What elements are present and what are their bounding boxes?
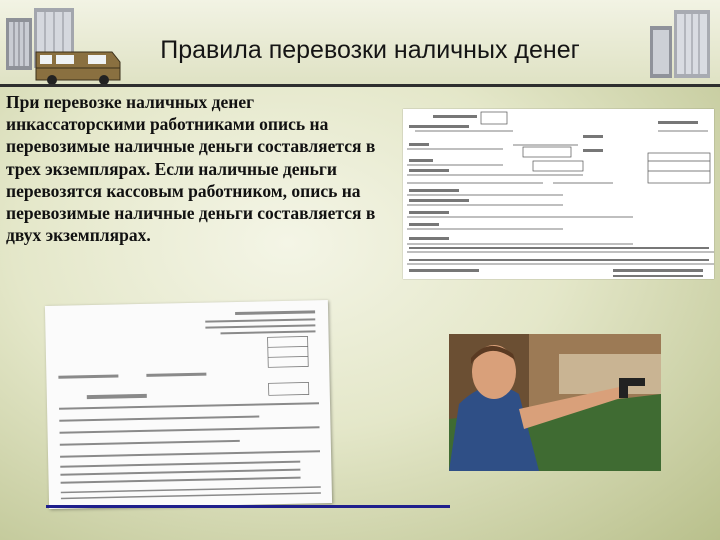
- accent-divider: [46, 505, 450, 508]
- guard-with-pistol-photo: [449, 334, 661, 471]
- top-right-form-image: [403, 109, 714, 279]
- photo-drawing: [449, 334, 661, 471]
- page-title: Правила перевозки наличных денег: [160, 36, 580, 64]
- buildings-illustration: [640, 4, 720, 84]
- body-paragraph: При перевозке наличных денег инкассаторскими работниками опись на перевозимые наличные деньги составляется в трех экземплярах. Если наличные деньги перевозятся кассовым работником, опись на перевозимые наличные деньги составляется в двух экземплярах.: [6, 92, 376, 246]
- form-drawing: [403, 109, 714, 279]
- bottom-left-form-image: [45, 300, 332, 509]
- form-drawing: [45, 300, 332, 509]
- slide-header: [0, 0, 720, 87]
